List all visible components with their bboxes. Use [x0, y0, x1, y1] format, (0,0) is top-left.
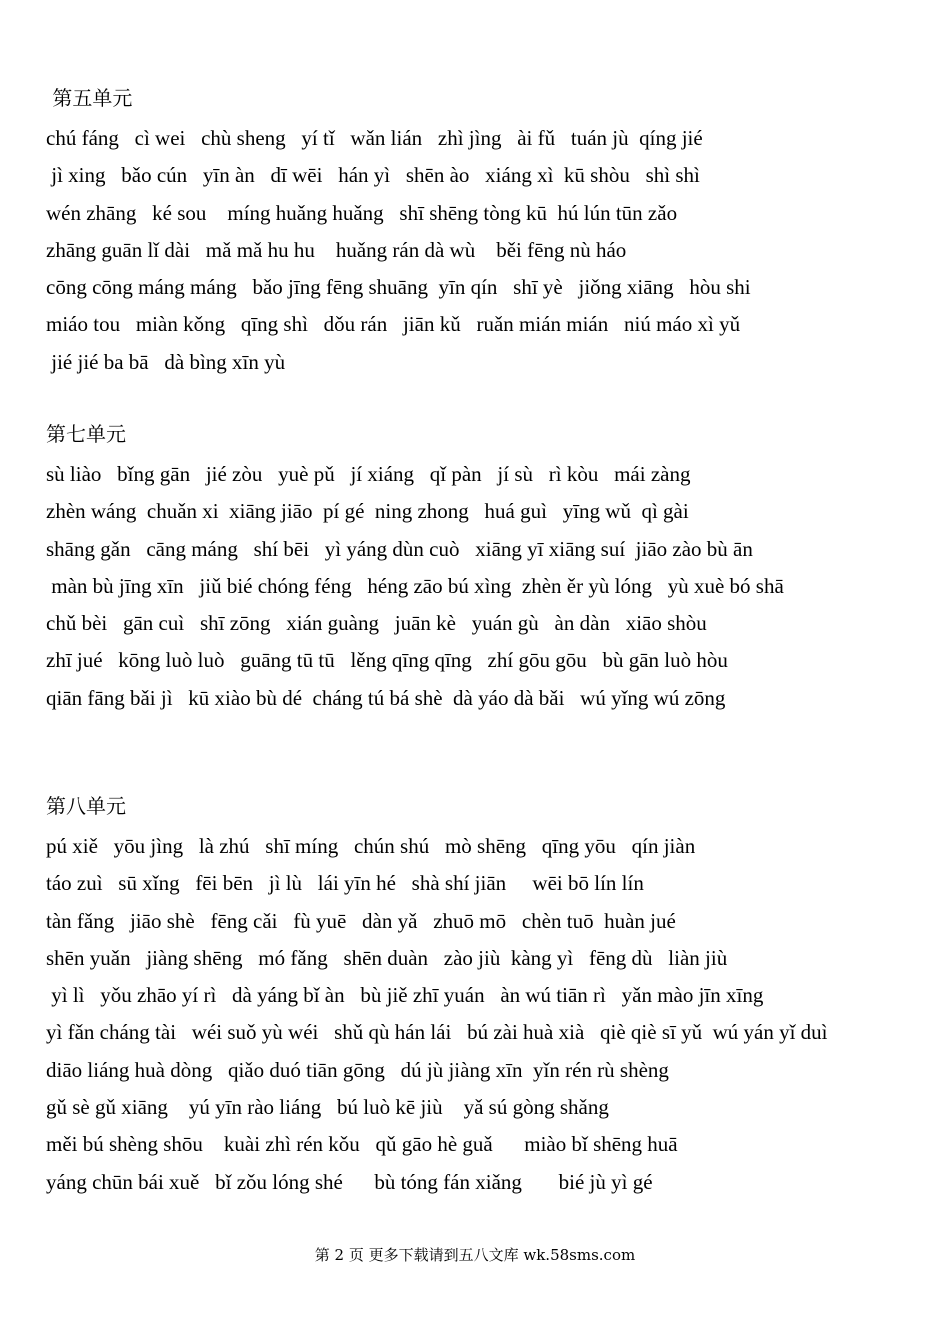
- pinyin-line: měi bú shèng shōu kuài zhì rén kǒu qǔ gāo hè guǎ miào bǐ shēng huā: [46, 1132, 678, 1157]
- pinyin-line: zhèn wáng chuǎn xi xiāng jiāo pí gé ning zhong huá guì yīng wǔ qì gài: [46, 499, 689, 524]
- unit-5-heading: 第五单元: [46, 86, 133, 110]
- unit-5-section: [46, 84, 926, 381]
- pinyin-line: wén zhāng ké sou míng huǎng huǎng shī shēng tòng kū hú lún tūn zǎo: [46, 200, 678, 225]
- pinyin-line: cōng cōng máng máng bǎo jīng fēng shuāng yīn qín shī yè jiǒng xiāng hòu shi: [46, 275, 751, 300]
- pinyin-line: sù liào bǐng gān jié zòu yuè pǔ jí xiáng qǐ pàn jí sù rì kòu mái zàng: [46, 462, 691, 486]
- unit-8-heading: 第八单元: [46, 794, 126, 818]
- pinyin-line: táo zuì sū xǐng fēi bēn jì lù lái yīn hé shà shí jiān wēi bō lín lín: [46, 871, 644, 896]
- pinyin-line: tàn fǎng jiāo shè fēng cǎi fù yuē dàn yǎ zhuō mō chèn tuō huàn jué: [46, 908, 676, 933]
- pinyin-line: shēn yuǎn jiàng shēng mó fǎng shēn duàn zào jiù kàng yì fēng dù liàn jiù: [46, 945, 728, 970]
- pinyin-line: miáo tou miàn kǒng qīng shì dǒu rán jiān kǔ ruǎn mián mián niú máo xì yǔ: [46, 312, 741, 337]
- pinyin-line: shāng gǎn cāng máng shí bēi yì yáng dùn cuò xiāng yī xiāng suí jiāo zào bù ān: [46, 536, 753, 561]
- pinyin-line: yáng chūn bái xuě bǐ zǒu lóng shé bù tóng fán xiǎng bié jù yì gé: [46, 1169, 653, 1194]
- pinyin-line: jié jié ba bā dà bìng xīn yù: [46, 349, 286, 374]
- pinyin-line: gǔ sè gǔ xiāng yú yīn rào liáng bú luò kē jiù yǎ sú gòng shǎng: [46, 1095, 609, 1120]
- pinyin-line: màn bù jīng xīn jiǔ bié chóng féng héng zāo bú xìng zhèn ěr yù lóng yù xuè bó shā: [46, 573, 784, 598]
- unit-7-section: [46, 420, 926, 717]
- pinyin-line: chú fáng cì wei chù sheng yí tǐ wǎn lián zhì jìng ài fǔ tuán jù qíng jié: [46, 126, 703, 150]
- pinyin-line: yì fǎn cháng tài wéi suǒ yù wéi shǔ qù hán lái bú zài huà xià qiè qiè sī yǔ wú yán yǐ duì: [46, 1020, 828, 1045]
- pinyin-line: diāo liáng huà dòng qiǎo duó tiān gōng dú jù jiàng xīn yǐn rén rù shèng: [46, 1057, 669, 1082]
- page-footer: 第 2 页 更多下载请到五八文库 wk.58sms.com: [314, 1246, 636, 1264]
- unit-7-heading: 第七单元: [46, 422, 126, 446]
- pinyin-line: zhī jué kōng luò luò guāng tū tū lěng qīng qīng zhí gōu gōu bù gān luò hòu: [46, 648, 728, 673]
- pinyin-line: jì xing bǎo cún yīn àn dī wēi hán yì shēn ào xiáng xì kū shòu shì shì: [46, 163, 700, 188]
- pinyin-line: zhāng guān lǐ dài mǎ mǎ hu hu huǎng rán dà wù běi fēng nù háo: [46, 237, 627, 262]
- pinyin-line: pú xiě yōu jìng là zhú shī míng chún shú mò shēng qīng yōu qín jiàn: [46, 834, 696, 858]
- pinyin-line: yì lì yǒu zhāo yí rì dà yáng bǐ àn bù jiě zhī yuán àn wú tiān rì yǎn mào jīn xīng: [46, 983, 764, 1008]
- pinyin-line: qiān fāng bǎi jì kū xiào bù dé cháng tú bá shè dà yáo dà bǎi wú yǐng wú zōng: [46, 685, 726, 710]
- unit-8-section: [46, 792, 926, 1201]
- pinyin-line: chǔ bèi gān cuì shī zōng xián guàng juān kè yuán gù àn dàn xiāo shòu: [46, 611, 707, 636]
